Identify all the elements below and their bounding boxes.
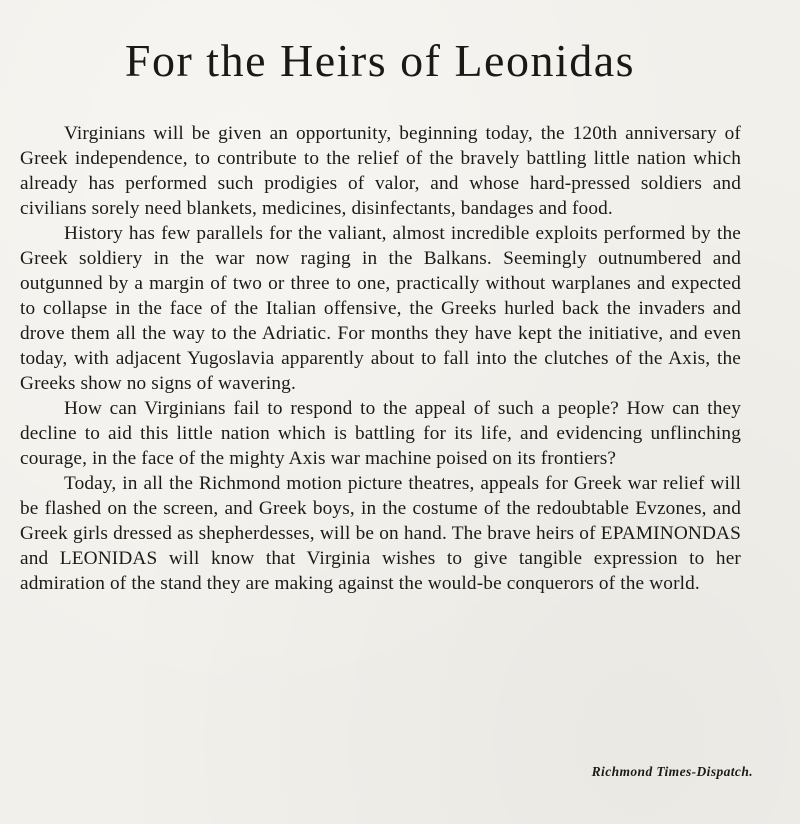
paragraph-4: Today, in all the Richmond motion picture theatres, appeals for Greek war relief will be flashed on the screen, and Greek boys, in the costume of the redoubtable Evzones, and Greek girls dressed as shepherdesses, will be on hand. The brave heirs of EPAMINONDAS and LEONIDAS will know that Virginia wishes to give tangible expression to her admiration of the stand they are making against the would-be conquerors of the world. xyxy=(20,473,741,594)
paragraph-3: How can Virginians fail to respond to the appeal of such a people? How can they decline to aid this little nation which is battling for its life, and evidencing unflinching courage, in the face of the mighty Axis war machine poised on its frontiers? xyxy=(20,398,741,469)
article-body xyxy=(20,121,741,596)
paragraph-2: History has few parallels for the valiant, almost incredible exploits performed by the Greek soldiery in the war now raging in the Balkans. Seemingly outnumbered and outgunned by a margin of two or three to one, practically without warplanes and expected to collapse in the face of the Italian offensive, the Greeks hurled back the invaders and drove them all the way to the Adriatic. For months they have kept the initiative, and even today, with adjacent Yugoslavia apparently about to fall into the clutches of the Axis, the Greeks show no signs of wavering. xyxy=(20,223,741,394)
source-credit: Richmond Times-Dispatch. xyxy=(591,764,753,779)
paragraph-1: Virginians will be given an opportunity, beginning today, the 120th anniversary of Greek independence, to contribute to the relief of the bravely battling little nation which already has performed such prodigies of valor, and whose hard-pressed soldiers and civilians sorely need blankets, medicines, disinfectants, bandages and food. xyxy=(20,123,741,219)
article-title: For the Heirs of Leonidas xyxy=(124,35,636,86)
